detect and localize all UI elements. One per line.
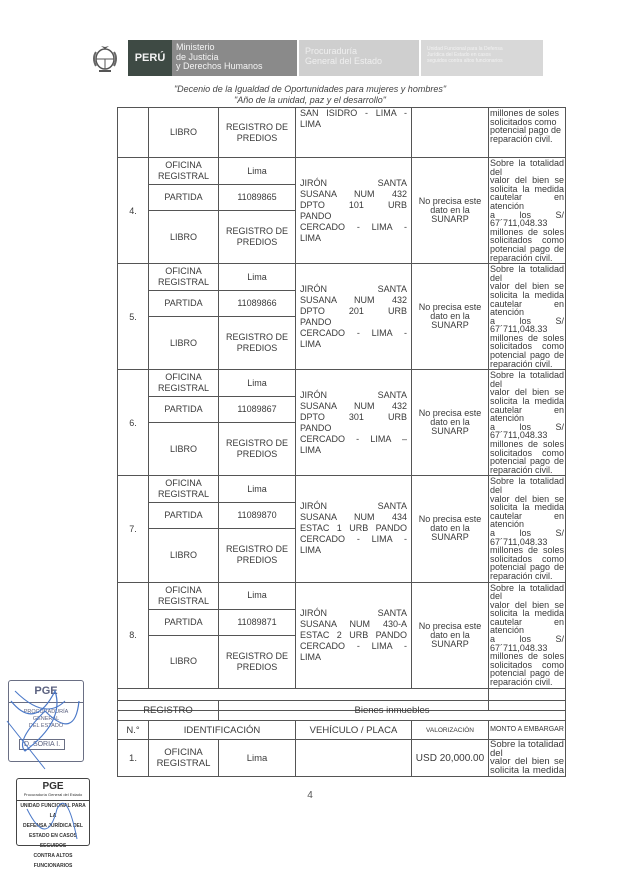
signature-scribble-icon <box>5 681 89 771</box>
address-line: CERCADO - LIMA - <box>300 534 407 545</box>
header-amount: MONTO A EMBARGAR <box>489 721 566 740</box>
amount-line: solicita la medida <box>490 396 564 407</box>
libro-value: REGISTRO DE PREDIOS <box>219 423 296 476</box>
vehicle-cell <box>296 740 412 777</box>
amount-line: potencial pago de <box>490 456 564 467</box>
address-line: LIMA <box>300 444 322 455</box>
address-line: SUSANA NUM 434 <box>300 512 407 523</box>
amount-line: solicita la medida <box>490 502 564 513</box>
row-number: 1. <box>118 740 149 777</box>
address-line: CERCADO - LIMA - <box>300 221 407 232</box>
header-vehicle: VEHÍCULO / PLACA <box>296 721 412 740</box>
amount-line: potencial pago de <box>490 350 564 361</box>
address-line: ESTAC 1 URB PANDO <box>300 523 407 534</box>
header-no: N.° <box>118 721 149 740</box>
amount-line: reparación civil. <box>490 133 553 144</box>
address-cell <box>296 370 412 476</box>
amount-line: valor del bien se <box>490 387 564 398</box>
coat-of-arms-icon <box>86 40 124 76</box>
address-line: SAN ISIDRO - LIMA - <box>300 108 407 118</box>
partida-value: 11089866 <box>219 291 296 317</box>
letterhead <box>86 40 543 76</box>
amount-line: valor del bien se <box>490 281 564 292</box>
valuation-cell: No precisa este dato en la SUNARP <box>412 264 489 370</box>
unit-line: Unidad Funcional para la Defensa <box>427 46 503 52</box>
libro-value: REGISTRO DE PREDIOS <box>219 529 296 582</box>
amount-line: a los S/ <box>490 315 564 326</box>
registry-label: REGISTRO <box>118 701 219 721</box>
amount-line: millones de soles <box>490 108 560 118</box>
address-cell <box>296 158 412 264</box>
amount-cell <box>489 582 566 688</box>
amount-line: a los S/ <box>490 209 564 220</box>
agency-line: General del Estado <box>305 56 383 66</box>
ministry-line: y Derechos Humanos <box>176 61 263 71</box>
amount-line: Sobre la totalidad del <box>490 476 564 495</box>
oficina-label: OFICINA REGISTRAL <box>149 158 219 185</box>
amount-line: 67´711,048.33 <box>490 324 548 335</box>
registry-value: Bienes inmuebles <box>219 701 566 721</box>
partida-label: PARTIDA <box>149 503 219 529</box>
stamp-line: PROCURADURÍA <box>23 709 69 715</box>
amount-line: Sobre la totalidad del <box>490 739 564 759</box>
stamp-line: ESTADO EN CASOS SEGUIDOS <box>29 833 77 849</box>
oficina-value: Lima <box>219 264 296 291</box>
ministry-line: Ministerio <box>176 42 215 52</box>
address-line: DPTO 301 URB <box>300 411 407 422</box>
address-line: LIMA <box>300 338 322 349</box>
table-row <box>118 158 566 185</box>
unit-name <box>421 40 543 76</box>
header-valuation: VALORIZACIÓN <box>412 721 489 740</box>
row-number: 5. <box>118 264 149 370</box>
address-line: PANDO <box>300 210 332 221</box>
valuation-cell <box>412 108 489 158</box>
address-cell <box>296 264 412 370</box>
libro-value: REGISTRO DE PREDIOS <box>219 211 296 264</box>
address-line: CERCADO - LIMA – <box>300 433 407 444</box>
amount-line: potencial pago de <box>490 668 564 679</box>
stamp-line: GENERAL <box>32 716 60 722</box>
amount-line: potencial pago de <box>490 125 562 136</box>
table-row <box>118 370 566 397</box>
address-line: LIMA <box>300 119 322 129</box>
libro-label: LIBRO <box>149 635 219 688</box>
motto-line-2: "Año de la unidad, paz y el desarrollo" <box>234 95 386 105</box>
address-line: JIRÓN SANTA <box>300 283 407 294</box>
address-line: LIMA <box>300 651 322 662</box>
row-number-cell <box>118 108 149 158</box>
stamp-line: UNIDAD FUNCIONAL PARA LA <box>20 803 86 819</box>
address-line: CERCADO - LIMA - <box>300 327 407 338</box>
address-line: PANDO <box>300 316 332 327</box>
amount-line: reparación civil. <box>490 358 553 369</box>
stamp-line: DEL ESTADO <box>28 723 64 729</box>
table-row <box>118 476 566 503</box>
table-row-continued <box>118 108 566 158</box>
partida-label: PARTIDA <box>149 291 219 317</box>
ministry-line: de Justicia <box>176 51 219 62</box>
agency-name <box>299 40 419 76</box>
address-line: LIMA <box>300 232 322 243</box>
header-identification: IDENTIFICACIÓN <box>149 721 296 740</box>
registry-row <box>118 701 566 721</box>
stamp-signature-name: D. SORIA I. <box>19 739 65 750</box>
address-cell <box>296 108 412 158</box>
amount-line: millones de soles <box>490 545 564 556</box>
amount-line: solicita la medida <box>490 764 564 776</box>
oficina-value: Lima <box>219 740 296 777</box>
valuation-cell: No precisa este dato en la SUNARP <box>412 582 489 688</box>
amount-line: Sobre la totalidad del <box>490 582 564 602</box>
address-line: JIRÓN SANTA <box>300 501 407 512</box>
amount-line: valor del bien se <box>490 756 564 768</box>
oficina-value: Lima <box>219 158 296 185</box>
partida-label: PARTIDA <box>149 609 219 635</box>
valuation-cell: USD 20,000.00 <box>412 740 489 777</box>
stamp-title-text: PGE <box>42 781 64 792</box>
address-line: DPTO 201 URB <box>300 305 407 316</box>
oficina-label: OFICINA REGISTRAL <box>149 476 219 503</box>
amount-cell <box>489 108 566 158</box>
stamp-line: DEFENSA JURÍDICA DEL <box>23 823 83 829</box>
stamp-title: PGE <box>9 681 83 703</box>
amount-line: solicitados como <box>490 659 564 670</box>
amount-line: a los S/ <box>490 527 564 538</box>
address-line: ESTAC 2 URB PANDO <box>300 629 407 640</box>
amount-line: a los S/ <box>490 634 564 645</box>
peru-brand: PERÚ <box>128 40 172 76</box>
amount-line: potencial pago de <box>490 562 564 573</box>
amount-line: valor del bien se <box>490 493 564 504</box>
amount-line: 67´711,048.33 <box>490 218 548 229</box>
amount-line: solicitados como <box>490 116 557 127</box>
row-number: 7. <box>118 476 149 582</box>
oficina-value: Lima <box>219 476 296 503</box>
amount-line: Sobre la totalidad del <box>490 370 564 389</box>
libro-label: LIBRO <box>149 211 219 264</box>
libro-label: LIBRO <box>149 317 219 370</box>
amount-line: solicita la medida <box>490 289 564 300</box>
page-number: 4 <box>307 790 313 801</box>
stamp-line: CONTRA ALTOS FUNCIONARIOS <box>33 853 73 869</box>
amount-line: solicitados como <box>490 341 564 352</box>
amount-line: cautelar en atención <box>490 510 564 530</box>
amount-line: cautelar en atención <box>490 192 564 211</box>
address-line: JIRÓN SANTA <box>300 607 407 618</box>
amount-line: solicitados como <box>490 447 564 458</box>
agency-line: Procuraduría <box>305 46 358 56</box>
address-line: JIRÓN SANTA <box>300 389 407 400</box>
amount-line: valor del bien se <box>490 599 564 610</box>
row-number: 6. <box>118 370 149 476</box>
amount-line: solicitados como <box>490 235 564 246</box>
amount-line: 67´711,048.33 <box>490 642 548 653</box>
row-number: 8. <box>118 582 149 688</box>
oficina-label: OFICINA REGISTRAL <box>149 370 219 397</box>
assets-table <box>117 700 566 777</box>
amount-cell <box>489 740 566 777</box>
amount-line: solicita la medida <box>490 183 564 194</box>
partida-value: 11089871 <box>219 609 296 635</box>
stamp-subtitle: Procuraduría General del Estado <box>23 792 83 797</box>
amount-line: cautelar en atención <box>490 298 564 318</box>
amount-line: millones de soles <box>490 226 564 237</box>
address-line: SUSANA NUM 432 <box>300 188 407 199</box>
amount-cell <box>489 370 566 476</box>
partida-value: 11089867 <box>219 397 296 423</box>
amount-line: potencial pago de <box>490 243 564 254</box>
table-row <box>118 582 566 609</box>
libro-value: REGISTRO DE PREDIOS <box>219 635 296 688</box>
row-number: 4. <box>118 158 149 264</box>
amount-line: cautelar en atención <box>490 404 564 424</box>
oficina-value: Lima <box>219 582 296 609</box>
libro-value: REGISTRO DE PREDIOS <box>219 108 296 158</box>
amount-line: millones de soles <box>490 439 564 449</box>
address-cell <box>296 582 412 688</box>
amount-line: reparación civil. <box>490 464 553 475</box>
oficina-value: Lima <box>219 370 296 397</box>
amount-line: 67´711,048.33 <box>490 536 548 547</box>
amount-line: solicita la medida <box>490 608 564 619</box>
address-line: SUSANA NUM 430-A <box>300 618 407 629</box>
libro-label: LIBRO <box>149 529 219 582</box>
amount-line: millones de soles <box>490 651 564 662</box>
property-table <box>117 107 566 711</box>
signature-scribble-icon <box>17 779 91 847</box>
valuation-cell: No precisa este dato en la SUNARP <box>412 370 489 476</box>
partida-label: PARTIDA <box>149 397 219 423</box>
valuation-cell: No precisa este dato en la SUNARP <box>412 476 489 582</box>
libro-value: REGISTRO DE PREDIOS <box>219 317 296 370</box>
amount-line: valor del bien se <box>490 175 564 186</box>
address-cell <box>296 476 412 582</box>
oficina-label: OFICINA REGISTRAL <box>149 264 219 291</box>
pge-unit-stamp <box>16 778 90 869</box>
oficina-label: OFICINA REGISTRAL <box>149 582 219 609</box>
address-line: SUSANA NUM 432 <box>300 400 407 411</box>
header-row <box>118 721 566 740</box>
libro-label: LIBRO <box>149 108 219 158</box>
amount-line: reparación civil. <box>490 677 553 688</box>
address-line: JIRÓN SANTA <box>300 177 407 188</box>
address-line: CERCADO - LIMA - <box>300 640 407 651</box>
amount-line: solicitados como <box>490 553 564 564</box>
amount-cell <box>489 158 566 264</box>
libro-label: LIBRO <box>149 423 219 476</box>
table-row <box>118 740 566 777</box>
unit-line: seguidos contra altos funcionarios <box>427 58 503 64</box>
motto-line-1: "Decenio de la Igualdad de Oportunidades para mujeres y hombres" <box>173 84 447 94</box>
partida-value: 11089865 <box>219 185 296 211</box>
amount-line: cautelar en atención <box>490 616 564 636</box>
partida-value: 11089870 <box>219 503 296 529</box>
table-row <box>118 264 566 291</box>
oficina-label: OFICINA REGISTRAL <box>149 740 219 777</box>
address-line: LIMA <box>300 545 322 556</box>
unit-line: Jurídica del Estado en casos <box>427 52 491 58</box>
amount-cell <box>489 476 566 582</box>
amount-line: Sobre la totalidad del <box>490 264 564 283</box>
address-line: SUSANA NUM 432 <box>300 294 407 305</box>
amount-line: reparación civil. <box>490 570 553 581</box>
partida-label: PARTIDA <box>149 185 219 211</box>
amount-line: Sobre la totalidad del <box>490 158 564 177</box>
ministry-name <box>172 40 297 76</box>
amount-line: a los S/ <box>490 421 564 432</box>
amount-line: 67´711,048.33 <box>490 430 548 441</box>
valuation-cell: No precisa este dato en la SUNARP <box>412 158 489 264</box>
amount-cell <box>489 264 566 370</box>
amount-line: millones de soles <box>490 332 564 343</box>
amount-line: reparación civil. <box>490 252 553 263</box>
address-line: DPTO 101 URB <box>300 199 407 210</box>
address-line: PANDO <box>300 422 332 433</box>
pge-stamp-signed <box>8 680 84 762</box>
